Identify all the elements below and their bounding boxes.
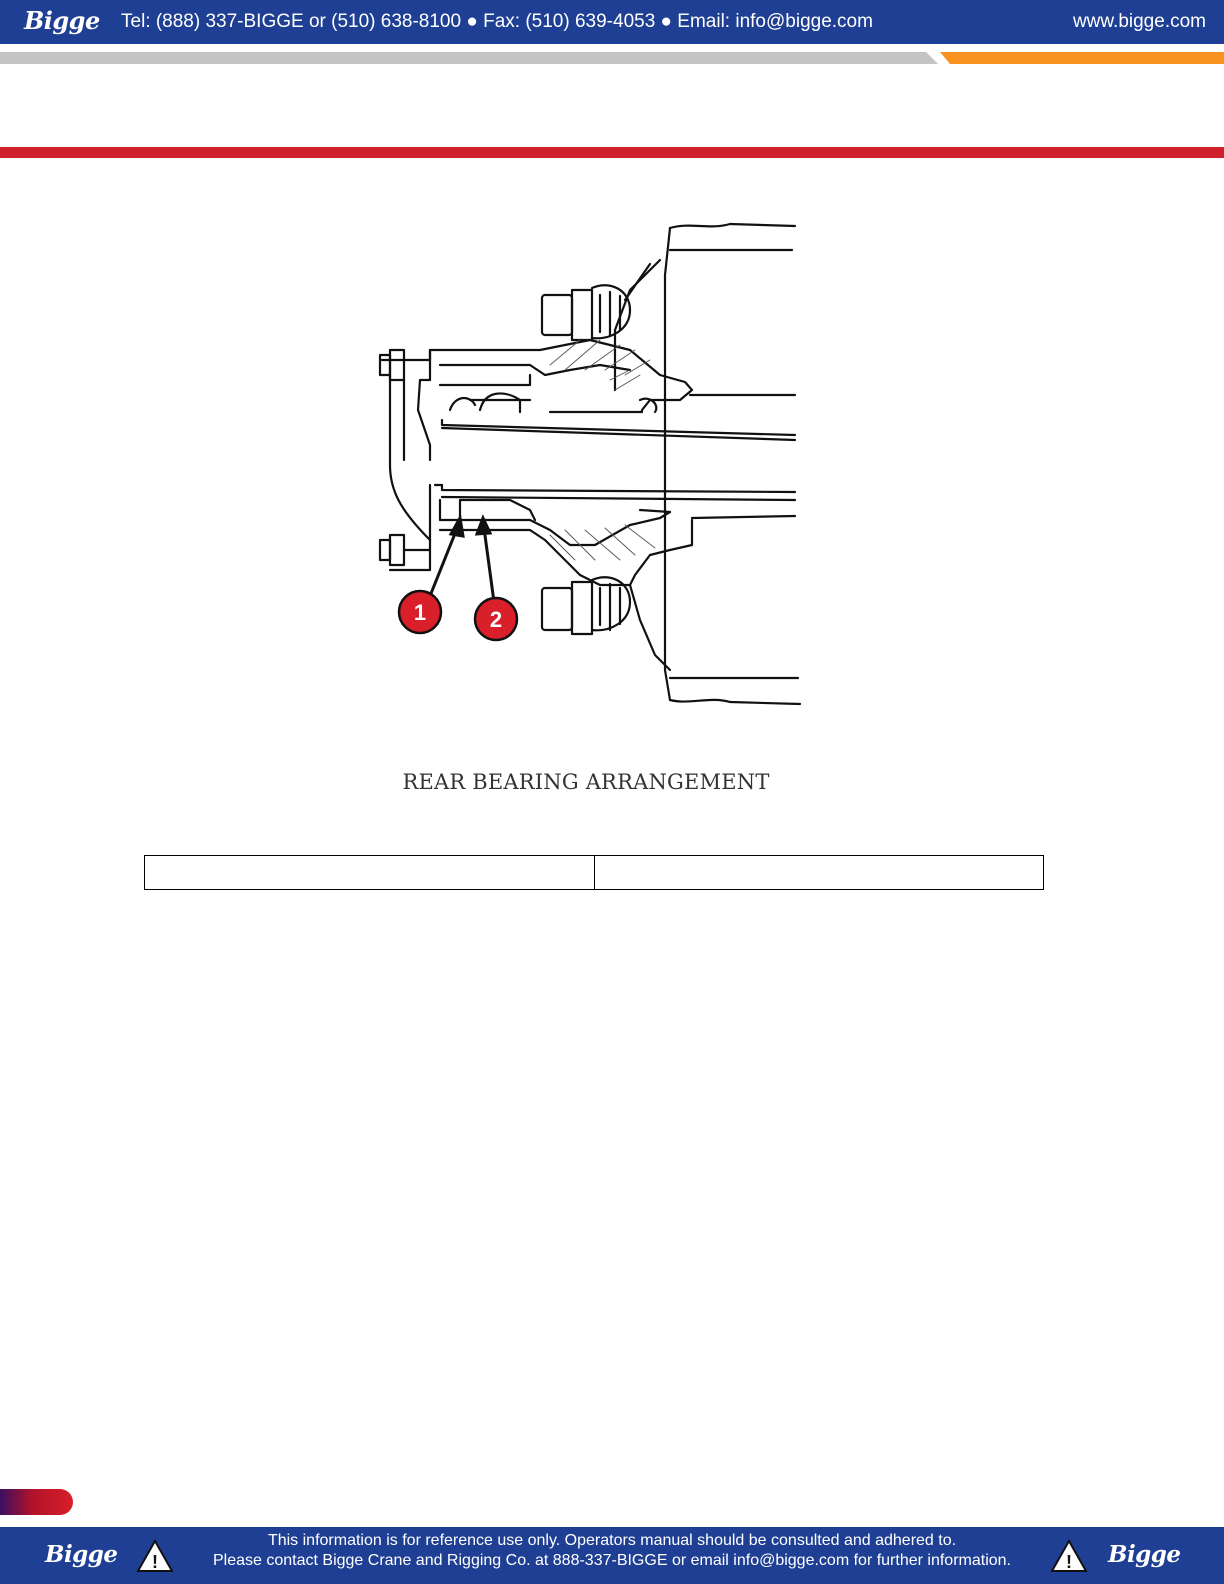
bigge-logo: Bigge: [24, 6, 100, 35]
footer-bar: [0, 1527, 1224, 1584]
gray-stripe: [0, 52, 938, 64]
callout-2: [475, 598, 517, 640]
warning-glyph: !: [1066, 1552, 1072, 1572]
callout-1: [399, 591, 441, 633]
section-divider: [0, 147, 1224, 158]
bigge-logo: Bigge: [45, 1541, 118, 1568]
callout-2-label: 2: [489, 607, 503, 632]
header-bar: [0, 0, 1224, 44]
orange-stripe: [940, 52, 1224, 64]
disclaimer: [180, 1531, 1044, 1571]
table-row: [145, 856, 1044, 890]
warning-glyph: !: [152, 1552, 158, 1572]
callout-1-label: 1: [413, 600, 427, 625]
table-cell: [594, 856, 1044, 890]
bigge-logo: Bigge: [1108, 1541, 1181, 1568]
figure-caption: REAR BEARING ARRANGEMENT: [402, 770, 770, 794]
page-tab: [0, 1489, 73, 1515]
disclaimer-line-2: Please contact Bigge Crane and Rigging Co. at 888-337-BIGGE or email info@bigge.com for further information.: [213, 1552, 1011, 1569]
contact-info: Tel: (888) 337-BIGGE or (510) 638-8100 ● Fax: (510) 639-4053 ● Email: info@bigge.com: [121, 11, 873, 32]
warning-icon: [136, 1539, 174, 1573]
disclaimer-line-1: This information is for reference use only. Operators manual should be consulted and adhered to.: [267, 1532, 957, 1549]
rear-bearing-diagram: [330, 200, 830, 760]
table-cell: [145, 856, 595, 890]
parts-table: [144, 855, 1044, 890]
warning-icon: [1050, 1539, 1088, 1573]
website-link[interactable]: www.bigge.com: [1072, 11, 1206, 32]
